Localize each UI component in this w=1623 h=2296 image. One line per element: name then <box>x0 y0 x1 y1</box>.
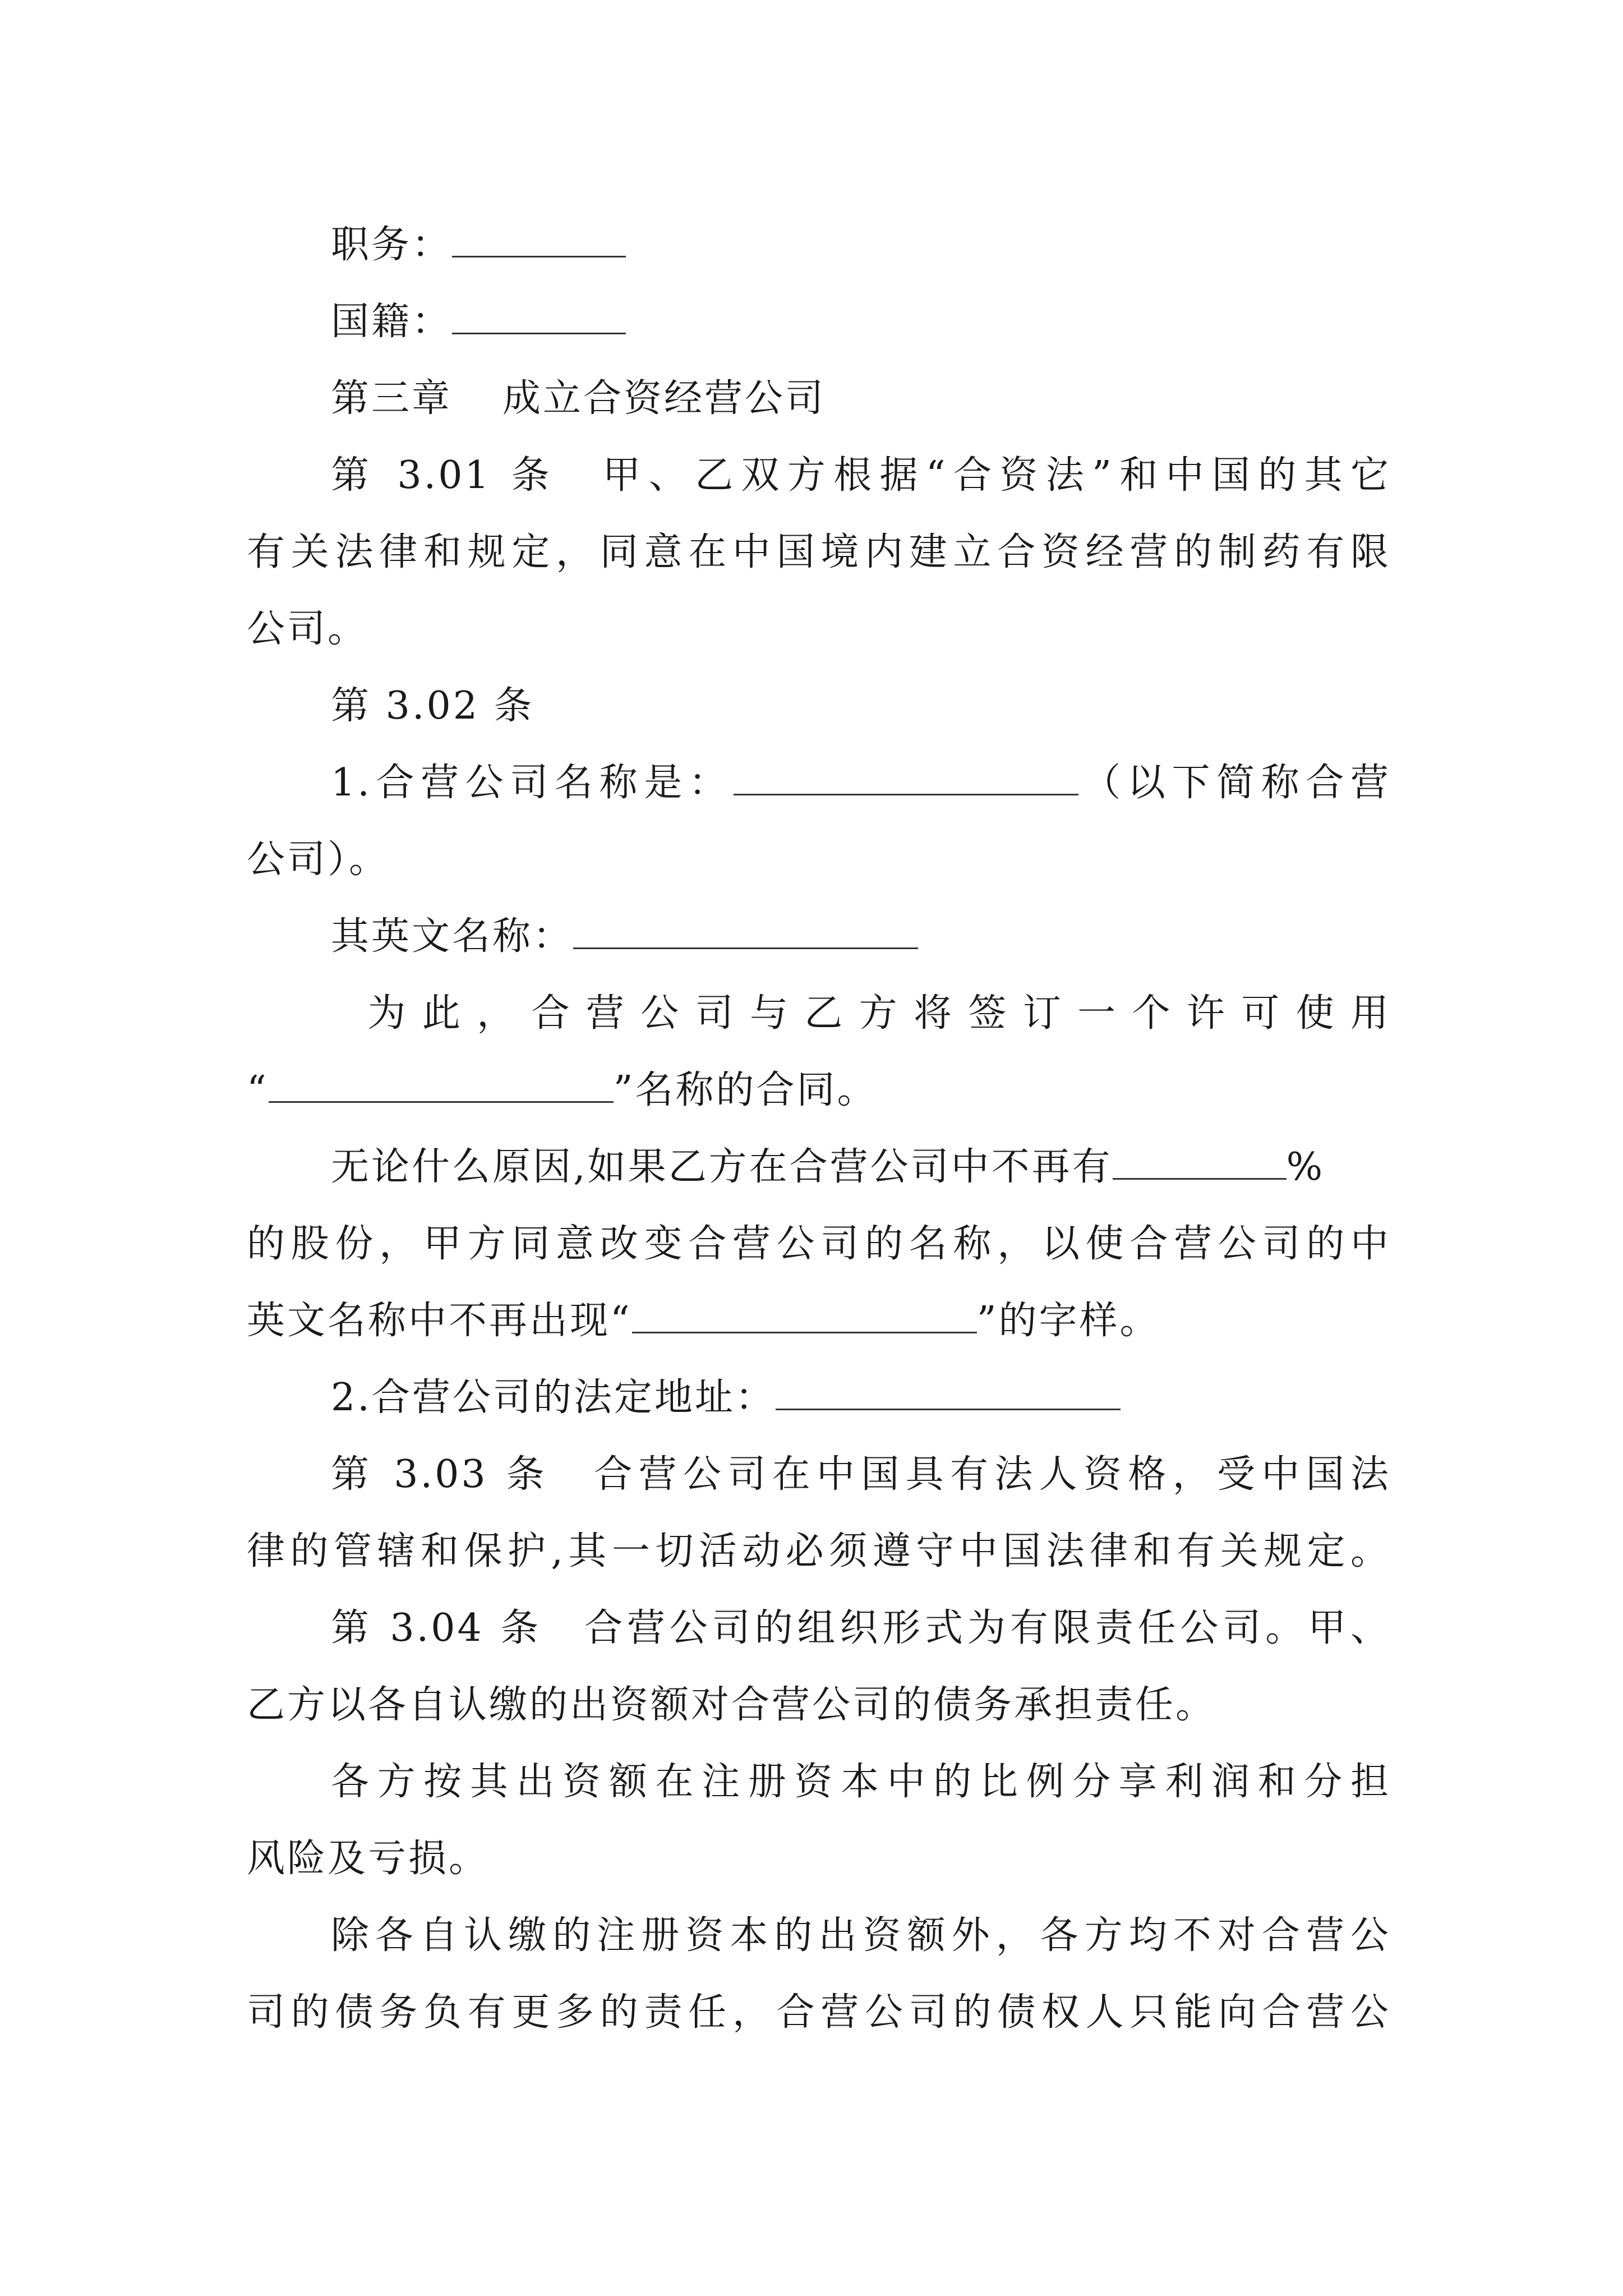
percent-sign: % <box>1286 1145 1325 1189</box>
article-text: ”的字样。 <box>976 1299 1160 1343</box>
article-3-01-line-3 <box>247 591 1391 668</box>
chapter-number: 第三章 <box>331 376 453 421</box>
article-text: 除各自认缴的注册资本的出资额外，各方均不对合营公 <box>331 1913 1391 1958</box>
license-line-2 <box>247 1052 1391 1129</box>
english-name-blank <box>573 915 918 949</box>
article-3-03-line-1 <box>247 1436 1391 1513</box>
article-text: 各方按其出资额在注册资本中的比例分享利润和分担 <box>331 1760 1391 1804</box>
legal-address-line <box>247 1359 1391 1436</box>
chapter-title: 成立合资经营公司 <box>502 376 826 421</box>
article-text: 律的管辖和保护,其一切活动必须遵守中国法律和有关规定。 <box>247 1529 1391 1573</box>
article-3-03-number: 第 3.03 条 <box>331 1452 551 1497</box>
article-text: 英文名称中不再出现“ <box>247 1299 632 1343</box>
company-name-blank <box>734 761 1078 795</box>
legal-address-label: 2.合营公司的法定地址： <box>331 1375 776 1420</box>
profit-sharing-line-2 <box>247 1820 1391 1897</box>
article-3-02-number: 第 3.02 条 <box>331 684 534 728</box>
article-3-03-text: 合营公司在中国具有法人资格，受中国法 <box>589 1452 1391 1497</box>
article-text: 的股份，甲方同意改变合营公司的名称，以使合营公司的中 <box>247 1222 1391 1266</box>
chapter-heading <box>247 360 1391 437</box>
nationality-line <box>247 283 1391 360</box>
position-label: 职务： <box>331 223 453 267</box>
position-line <box>247 206 1391 283</box>
shareholding-line-1 <box>247 1129 1391 1205</box>
company-name-line <box>247 744 1391 821</box>
license-line-1 <box>247 975 1391 1052</box>
license-text: 为此，合营公司与乙方将签订一个许可使用 <box>353 991 1391 1036</box>
article-text: 公司。 <box>247 607 368 651</box>
legal-address-blank <box>776 1376 1121 1410</box>
article-3-03-line-2 <box>247 1513 1391 1590</box>
english-name-line <box>247 898 1391 975</box>
shareholding-text: 无论什么原因,如果乙方在合营公司中不再有 <box>331 1145 1113 1189</box>
article-3-01-line-1 <box>247 437 1391 514</box>
license-name-blank <box>269 1069 614 1103</box>
percentage-blank <box>1113 1145 1287 1180</box>
document-body <box>247 206 1391 2051</box>
article-3-01-number: 第 3.01 条 <box>331 453 558 498</box>
article-text: 乙方以各自认缴的出资额对合营公司的债务承担责任。 <box>247 1683 1216 1727</box>
english-name-label: 其英文名称： <box>331 914 574 959</box>
article-3-04-number: 第 3.04 条 <box>331 1606 543 1650</box>
article-3-04-line-1 <box>247 1590 1391 1667</box>
liability-line-1 <box>247 1897 1391 1974</box>
open-quote: “ <box>247 1068 269 1112</box>
article-text: 司的债务负有更多的责任，合营公司的债权人只能向合营公 <box>247 1990 1391 2035</box>
license-suffix: ”名称的合同。 <box>613 1068 878 1112</box>
article-3-01-line-2 <box>247 514 1391 591</box>
article-text: 风险及亏损。 <box>247 1837 490 1881</box>
brand-name-blank <box>632 1299 977 1333</box>
company-name-label: 1.合营公司名称是： <box>331 761 734 805</box>
position-blank <box>452 223 626 257</box>
article-3-02-heading <box>247 668 1391 744</box>
nationality-blank <box>452 300 626 334</box>
profit-sharing-line-1 <box>247 1743 1391 1820</box>
article-text: 有关法律和规定，同意在中国境内建立合资经营的制药有限 <box>247 530 1391 574</box>
shareholding-line-3 <box>247 1282 1391 1359</box>
article-3-04-text: 合营公司的组织形式为有限责任公司。甲、 <box>582 1606 1391 1650</box>
article-3-01-text: 甲、乙双方根据“合资法”和中国的其它 <box>597 453 1391 498</box>
company-name-line-2 <box>247 821 1391 898</box>
shareholding-line-2 <box>247 1205 1391 1282</box>
article-3-04-line-2 <box>247 1667 1391 1743</box>
company-name-suffix: （以下简称合营 <box>1078 761 1391 805</box>
liability-line-2 <box>247 1974 1391 2051</box>
article-text: 公司）。 <box>247 838 390 882</box>
nationality-label: 国籍： <box>331 300 453 344</box>
